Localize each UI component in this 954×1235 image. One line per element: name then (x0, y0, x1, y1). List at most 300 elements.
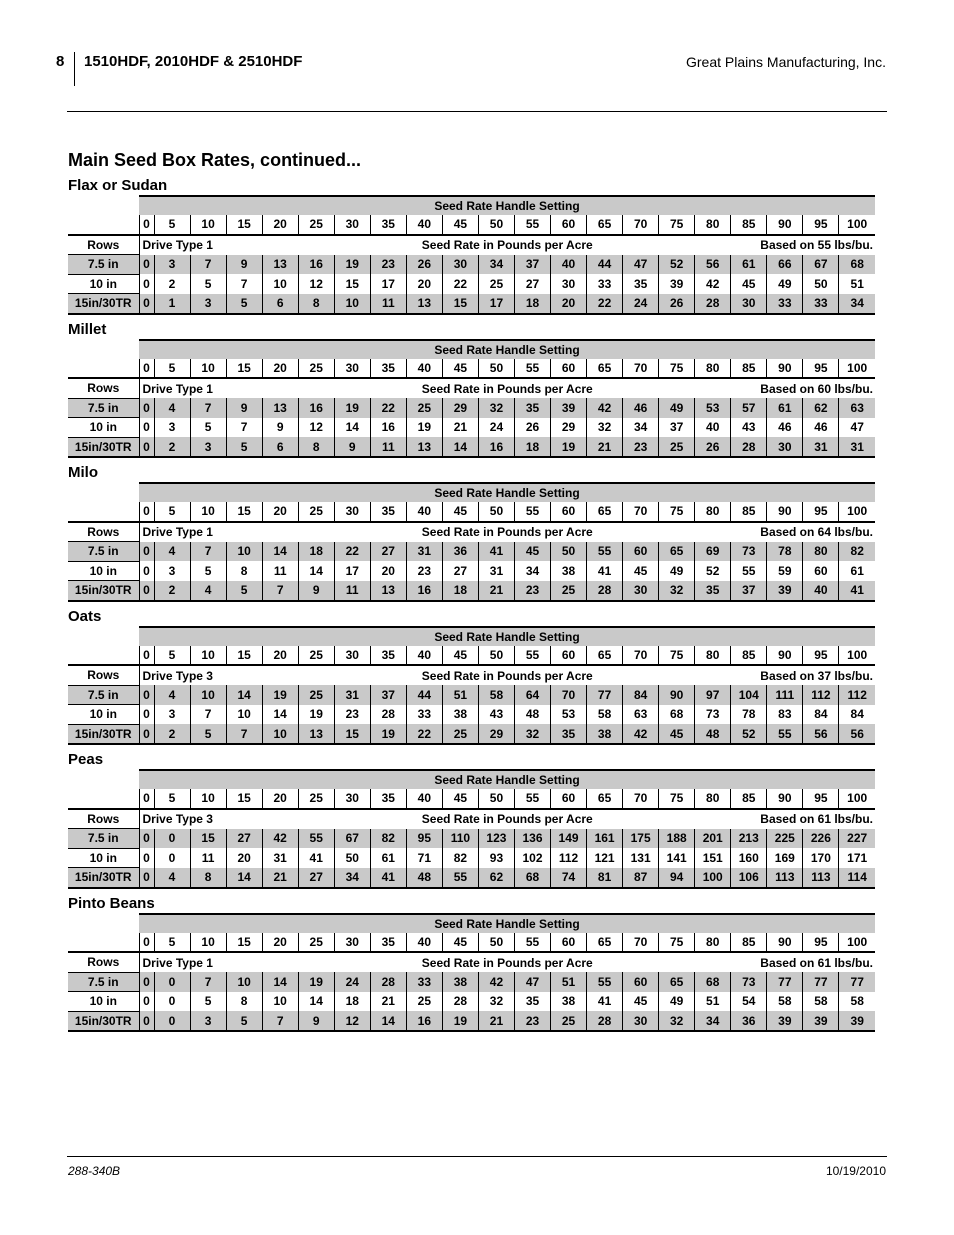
seed-rate-value: 28 (442, 992, 478, 1012)
handle-setting-value: 85 (731, 215, 767, 235)
table-row (68, 561, 875, 581)
handle-setting-value: 75 (659, 502, 695, 522)
seed-rate-value: 52 (731, 724, 767, 744)
empty-cell (68, 196, 139, 215)
handle-setting-value: 95 (803, 789, 839, 809)
seed-rate-value: 22 (406, 724, 442, 744)
header-divider (74, 52, 75, 86)
handle-setting-value: 30 (334, 359, 370, 379)
handle-setting-title: Seed Rate Handle Setting (139, 914, 875, 933)
seed-rate-value: 35 (514, 992, 550, 1012)
seed-rate-value: 15 (442, 294, 478, 314)
row-spacing-label: 7.5 in (68, 398, 139, 418)
handle-setting-value: 50 (478, 359, 514, 379)
seed-rate-value: 33 (767, 294, 803, 314)
rate-units-label: Seed Rate in Pounds per Acre (421, 238, 593, 252)
table-row (68, 972, 875, 992)
seed-rate-value: 81 (587, 868, 623, 888)
handle-setting-value: 90 (767, 359, 803, 379)
seed-rate-value: 77 (587, 685, 623, 705)
seed-rate-value: 18 (514, 437, 550, 457)
handle-setting-value: 30 (334, 502, 370, 522)
seed-rate-value: 123 (478, 829, 514, 849)
handle-setting-value: 55 (514, 789, 550, 809)
rows-header: Rows (68, 522, 139, 542)
bushel-weight-note: Based on 60 lbs/bu. (760, 381, 873, 396)
handle-setting-value: 20 (262, 646, 298, 666)
seed-rate-value: 47 (623, 255, 659, 275)
handle-setting-value: 30 (334, 215, 370, 235)
drive-info-row (68, 809, 875, 829)
crop-name: Oats (68, 607, 102, 625)
seed-rate-value: 31 (478, 561, 514, 581)
seed-rate-value: 34 (623, 418, 659, 438)
seed-rate-value: 5 (190, 418, 226, 438)
seed-rate-value: 44 (587, 255, 623, 275)
seed-rate-value: 73 (731, 542, 767, 562)
seed-rate-value: 12 (298, 274, 334, 294)
handle-setting-value: 60 (551, 933, 587, 953)
handle-setting-title-row (68, 770, 875, 789)
seed-rate-value: 21 (478, 581, 514, 601)
seed-rate-value: 32 (478, 992, 514, 1012)
handle-setting-value: 15 (226, 502, 262, 522)
seed-rate-value: 8 (298, 437, 334, 457)
handle-setting-value: 25 (298, 789, 334, 809)
drive-type: Drive Type 3 (142, 812, 213, 826)
seed-rate-value: 25 (551, 1011, 587, 1031)
handle-setting-value: 25 (298, 215, 334, 235)
seed-rate-value: 2 (154, 437, 190, 457)
row-spacing-label: 10 in (68, 274, 139, 294)
row-spacing-label: 15in/30TR (68, 868, 139, 888)
seed-rate-value: 51 (695, 992, 731, 1012)
seed-rate-tables (68, 176, 875, 1037)
handle-setting-value: 35 (370, 933, 406, 953)
drive-info-row (68, 378, 875, 398)
row-spacing-label: 15in/30TR (68, 294, 139, 314)
seed-rate-value: 7 (226, 724, 262, 744)
seed-rate-value: 53 (551, 705, 587, 725)
drive-info-row (68, 522, 875, 542)
seed-rate-value: 20 (226, 848, 262, 868)
rate-units-label: Seed Rate in Pounds per Acre (421, 525, 593, 539)
seed-rate-value: 57 (731, 398, 767, 418)
handle-setting-value: 60 (551, 502, 587, 522)
seed-rate-value: 16 (406, 1011, 442, 1031)
seed-rate-value: 61 (850, 563, 864, 578)
seed-rate-value: 2 (154, 581, 190, 601)
seed-rate-value: 58 (803, 992, 839, 1012)
row-spacing-label: 10 in (68, 992, 139, 1012)
seed-rate-value: 25 (478, 274, 514, 294)
seed-rate-value: 38 (442, 705, 478, 725)
seed-rate-value: 7 (262, 1011, 298, 1031)
seed-rate-value: 37 (731, 581, 767, 601)
seed-rate-value: 7 (190, 255, 226, 275)
handle-setting-value: 50 (478, 646, 514, 666)
handle-setting-value: 60 (551, 215, 587, 235)
seed-rate-value: 37 (514, 255, 550, 275)
seed-rate-value: 16 (370, 418, 406, 438)
seed-rate-value: 45 (731, 274, 767, 294)
page-number: 8 (56, 53, 65, 70)
seed-rate-value: 14 (298, 992, 334, 1012)
handle-setting-value: 40 (406, 933, 442, 953)
handle-setting-value: 30 (334, 646, 370, 666)
handle-setting-value: 55 (514, 359, 550, 379)
handle-setting-value: 60 (551, 359, 587, 379)
handle-setting-value: 45 (442, 359, 478, 379)
handle-setting-value: 45 (442, 933, 478, 953)
seed-rate-value: 93 (478, 848, 514, 868)
seed-rate-value: 55 (298, 829, 334, 849)
handle-setting-row (68, 502, 875, 522)
handle-setting-value: 80 (695, 646, 731, 666)
footer-rule (67, 1156, 887, 1157)
seed-rate-value: 60 (623, 972, 659, 992)
seed-rate-value: 60 (623, 542, 659, 562)
seed-rate-value: 0 (154, 1011, 190, 1031)
handle-setting-value: 20 (262, 933, 298, 953)
seed-rate-value: 45 (623, 561, 659, 581)
drive-info-cell (139, 235, 875, 255)
seed-rate-value: 112 (803, 685, 839, 705)
seed-rate-value: 18 (514, 294, 550, 314)
seed-rate-value: 171 (847, 850, 868, 865)
bushel-weight-note: Based on 64 lbs/bu. (760, 525, 873, 539)
seed-rate-value: 18 (334, 992, 370, 1012)
seed-rate-value: 141 (659, 848, 695, 868)
seed-rate-value: 13 (370, 581, 406, 601)
drive-info-cell (139, 378, 875, 398)
seed-rate-value: 50 (803, 274, 839, 294)
seed-rate-value: 19 (334, 255, 370, 275)
handle-setting-value: 60 (551, 789, 587, 809)
seed-rate-value: 1 (154, 294, 190, 314)
seed-rate-value: 47 (514, 972, 550, 992)
seed-rate-value: 68 (839, 255, 875, 275)
seed-rate-value: 46 (623, 398, 659, 418)
seed-rate-value: 56 (803, 724, 839, 744)
handle-setting-value: 5 (154, 215, 190, 235)
seed-rate-value: 38 (442, 972, 478, 992)
seed-rate-value: 31 (839, 437, 875, 457)
rows-header: Rows (68, 665, 139, 685)
drive-info-cell (139, 522, 875, 542)
crop-name: Flax or Sudan (68, 177, 168, 194)
handle-setting-value: 95 (803, 359, 839, 379)
seed-rate-value: 43 (731, 418, 767, 438)
seed-rate-value: 23 (514, 1011, 550, 1031)
seed-rate-value: 78 (731, 705, 767, 725)
seed-rate-value: 49 (767, 274, 803, 294)
seed-rate-value: 30 (623, 581, 659, 601)
seed-rate-value: 33 (406, 705, 442, 725)
seed-rate-value: 48 (695, 724, 731, 744)
seed-rate-value: 33 (803, 294, 839, 314)
seed-rate-value: 69 (695, 542, 731, 562)
seed-rate-value: 55 (731, 561, 767, 581)
handle-setting-value: 75 (659, 933, 695, 953)
handle-setting-value: 80 (695, 933, 731, 953)
seed-rate-value: 213 (731, 829, 767, 849)
seed-rate-value: 55 (587, 972, 623, 992)
seed-rate-value: 151 (695, 848, 731, 868)
seed-rate-value: 0 (139, 868, 154, 888)
handle-setting-value: 0 (139, 933, 154, 953)
seed-rate-value: 26 (695, 437, 731, 457)
handle-setting-value: 15 (226, 789, 262, 809)
handle-setting-value: 40 (406, 789, 442, 809)
handle-setting-value: 35 (370, 359, 406, 379)
seed-rate-value: 65 (659, 542, 695, 562)
seed-rate-value: 100 (695, 868, 731, 888)
seed-rate-value: 25 (659, 437, 695, 457)
handle-setting-title: Seed Rate Handle Setting (139, 340, 875, 359)
seed-rate-value: 20 (406, 274, 442, 294)
row-spacing-label: 15in/30TR (68, 1011, 139, 1031)
seed-rate-value: 23 (334, 705, 370, 725)
seed-rate-value: 121 (587, 848, 623, 868)
seed-rate-value: 77 (839, 972, 875, 992)
drive-info-cell (139, 952, 875, 972)
seed-rate-value: 49 (659, 992, 695, 1012)
seed-rate-value: 64 (514, 685, 550, 705)
seed-rate-value: 9 (334, 437, 370, 457)
header-rule (67, 111, 887, 112)
handle-setting-value: 85 (731, 933, 767, 953)
handle-setting-value: 85 (731, 359, 767, 379)
handle-setting-title-row (68, 483, 875, 502)
handle-setting-title-row (68, 196, 875, 215)
handle-setting-value: 85 (731, 646, 767, 666)
seed-rate-value: 7 (226, 274, 262, 294)
seed-rate-value: 94 (659, 868, 695, 888)
drive-type: Drive Type 1 (142, 238, 213, 252)
seed-rate-value: 32 (659, 581, 695, 601)
seed-rate-value: 20 (370, 561, 406, 581)
seed-rate-value: 18 (442, 581, 478, 601)
crop-table-block (68, 176, 875, 320)
seed-rate-value: 90 (659, 685, 695, 705)
seed-rate-value: 40 (695, 418, 731, 438)
seed-rate-value: 0 (154, 992, 190, 1012)
seed-rate-value: 58 (767, 992, 803, 1012)
seed-rate-value: 17 (370, 274, 406, 294)
handle-setting-value: 10 (190, 646, 226, 666)
handle-setting-value: 90 (767, 215, 803, 235)
seed-rate-value: 41 (587, 992, 623, 1012)
handle-setting-value: 90 (767, 502, 803, 522)
seed-rate-value: 16 (478, 437, 514, 457)
seed-rate-value: 0 (139, 705, 154, 725)
handle-setting-value: 45 (442, 502, 478, 522)
seed-rate-value: 0 (139, 294, 154, 314)
seed-rate-value: 17 (334, 561, 370, 581)
seed-rate-value: 52 (659, 255, 695, 275)
handle-setting-value: 25 (298, 933, 334, 953)
handle-setting-value: 10 (190, 502, 226, 522)
handle-setting-value: 20 (262, 215, 298, 235)
seed-rate-value: 7 (226, 418, 262, 438)
drive-type: Drive Type 1 (142, 955, 213, 970)
seed-rate-value: 41 (370, 868, 406, 888)
seed-rate-value: 8 (298, 294, 334, 314)
table-row (68, 274, 875, 294)
table-row (68, 542, 875, 562)
handle-setting-value: 25 (298, 646, 334, 666)
seed-rate-value: 23 (406, 561, 442, 581)
drive-info-cell (139, 809, 875, 829)
seed-rate-value: 30 (442, 255, 478, 275)
seed-rate-table (68, 626, 875, 746)
seed-rate-value: 39 (839, 1011, 875, 1031)
row-spacing-label: 7.5 in (68, 255, 139, 275)
table-row (68, 992, 875, 1012)
seed-rate-value: 7 (190, 398, 226, 418)
seed-rate-value: 11 (262, 561, 298, 581)
drive-info-row (68, 952, 875, 972)
seed-rate-value: 5 (226, 437, 262, 457)
seed-rate-value: 42 (623, 724, 659, 744)
handle-setting-value: 75 (659, 646, 695, 666)
seed-rate-value: 45 (659, 724, 695, 744)
handle-setting-value: 45 (442, 646, 478, 666)
seed-rate-value: 114 (839, 868, 875, 888)
seed-rate-value: 110 (442, 829, 478, 849)
seed-rate-value: 131 (623, 848, 659, 868)
handle-setting-value: 100 (839, 215, 875, 235)
seed-rate-value: 16 (298, 255, 334, 275)
handle-setting-value: 70 (623, 215, 659, 235)
seed-rate-value: 9 (298, 581, 334, 601)
seed-rate-value: 0 (139, 685, 154, 705)
seed-rate-value: 41 (587, 561, 623, 581)
seed-rate-value: 149 (551, 829, 587, 849)
seed-rate-value: 58 (478, 685, 514, 705)
seed-rate-value: 63 (623, 705, 659, 725)
handle-setting-value: 95 (803, 502, 839, 522)
empty-cell (68, 502, 139, 522)
seed-rate-value: 32 (514, 724, 550, 744)
seed-rate-value: 29 (478, 724, 514, 744)
seed-rate-value: 20 (551, 294, 587, 314)
seed-rate-value: 0 (139, 992, 154, 1012)
handle-setting-value: 90 (767, 646, 803, 666)
seed-rate-value: 61 (767, 398, 803, 418)
seed-rate-value: 11 (190, 848, 226, 868)
seed-rate-value: 25 (442, 724, 478, 744)
seed-rate-value: 10 (226, 705, 262, 725)
seed-rate-value: 67 (334, 829, 370, 849)
seed-rate-value: 51 (551, 972, 587, 992)
seed-rate-value: 2 (154, 274, 190, 294)
handle-setting-value: 100 (839, 789, 875, 809)
handle-setting-value: 40 (406, 646, 442, 666)
seed-rate-value: 112 (551, 848, 587, 868)
rows-header: Rows (68, 235, 139, 255)
handle-setting-value: 65 (587, 933, 623, 953)
seed-rate-value: 25 (406, 992, 442, 1012)
seed-rate-value: 22 (334, 542, 370, 562)
seed-rate-value: 227 (839, 829, 875, 849)
table-row (68, 255, 875, 275)
empty-cell (68, 215, 139, 235)
crop-name: Pinto Beans (68, 894, 155, 912)
seed-rate-value: 19 (334, 398, 370, 418)
seed-rate-value: 0 (139, 1011, 154, 1031)
row-spacing-label: 7.5 in (68, 972, 139, 992)
seed-rate-value: 39 (767, 581, 803, 601)
seed-rate-value: 40 (551, 255, 587, 275)
seed-rate-value: 31 (262, 848, 298, 868)
empty-cell (68, 483, 139, 502)
seed-rate-value: 188 (659, 829, 695, 849)
seed-rate-value: 39 (659, 274, 695, 294)
seed-rate-value: 61 (731, 255, 767, 275)
seed-rate-value: 33 (587, 274, 623, 294)
seed-rate-value: 24 (334, 972, 370, 992)
seed-rate-value: 87 (623, 868, 659, 888)
seed-rate-value: 62 (803, 398, 839, 418)
handle-setting-value: 85 (731, 789, 767, 809)
seed-rate-value: 14 (298, 561, 334, 581)
seed-rate-value: 28 (370, 705, 406, 725)
handle-setting-value: 100 (839, 502, 875, 522)
seed-rate-value: 4 (190, 581, 226, 601)
handle-setting-title-row (68, 627, 875, 646)
seed-rate-value: 58 (587, 705, 623, 725)
seed-rate-value: 34 (839, 294, 875, 314)
handle-setting-value: 55 (514, 933, 550, 953)
seed-rate-table (68, 339, 875, 459)
seed-rate-value: 28 (731, 437, 767, 457)
seed-rate-value: 45 (514, 542, 550, 562)
empty-cell (68, 933, 139, 953)
seed-rate-value: 3 (190, 437, 226, 457)
crop-table-block (68, 894, 875, 1038)
seed-rate-value: 8 (190, 868, 226, 888)
seed-rate-value: 41 (298, 848, 334, 868)
seed-rate-value: 97 (695, 685, 731, 705)
seed-rate-value: 7 (190, 542, 226, 562)
rate-units-label: Seed Rate in Pounds per Acre (421, 381, 593, 396)
handle-setting-value: 90 (767, 933, 803, 953)
seed-rate-value: 19 (298, 972, 334, 992)
handle-setting-value: 45 (442, 215, 478, 235)
seed-rate-value: 14 (442, 437, 478, 457)
seed-rate-value: 27 (514, 274, 550, 294)
drive-info-row (68, 235, 875, 255)
handle-setting-value: 70 (623, 933, 659, 953)
handle-setting-value: 65 (587, 789, 623, 809)
seed-rate-value: 3 (154, 705, 190, 725)
handle-setting-title: Seed Rate Handle Setting (139, 196, 875, 215)
handle-setting-value: 70 (623, 646, 659, 666)
seed-rate-value: 22 (442, 274, 478, 294)
publication-date: 10/19/2010 (825, 1164, 886, 1178)
empty-cell (68, 627, 139, 646)
seed-rate-value: 73 (731, 972, 767, 992)
seed-rate-value: 78 (767, 542, 803, 562)
seed-rate-value: 53 (695, 398, 731, 418)
seed-rate-value: 4 (154, 398, 190, 418)
handle-setting-title-row (68, 340, 875, 359)
handle-setting-value: 25 (298, 502, 334, 522)
handle-setting-value: 50 (478, 789, 514, 809)
seed-rate-value: 33 (406, 972, 442, 992)
